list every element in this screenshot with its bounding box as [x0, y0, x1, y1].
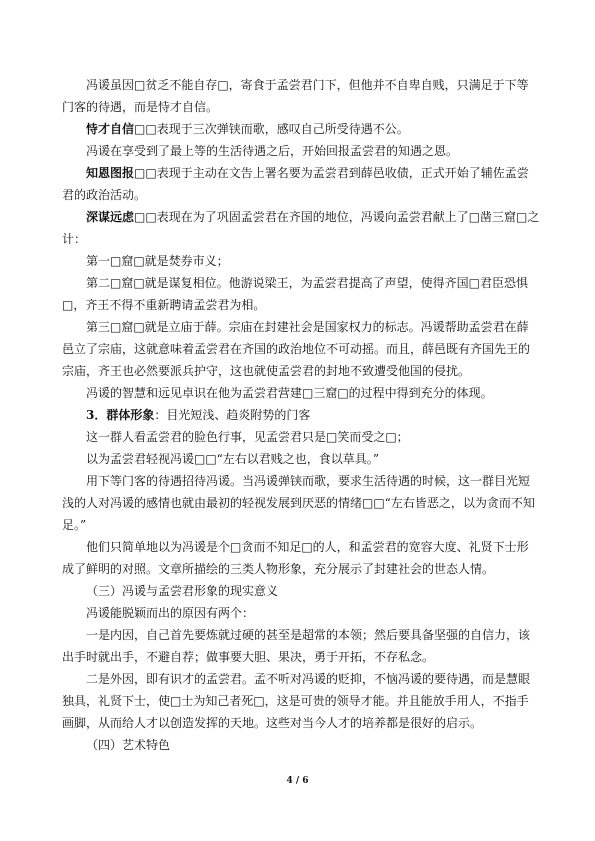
paragraph-text: 第一□窟□就是焚券市义；	[86, 254, 229, 268]
paragraph	[62, 668, 540, 734]
paragraph	[62, 426, 540, 448]
paragraph	[62, 382, 540, 404]
keyword: 3．群体形象	[86, 408, 155, 422]
paragraph	[62, 118, 540, 140]
paragraph	[62, 140, 540, 162]
paragraph-text: （三）冯谖与孟尝君形象的现实意义	[86, 584, 279, 598]
paragraph-text: 第二□窟□就是谋复相位。他游说梁王，为孟尝君提高了声望，使得齐国□君臣恐惧□，齐王不得不重新聘请孟尝君为相。	[62, 276, 529, 312]
paragraph	[62, 206, 540, 250]
paragraph	[62, 536, 540, 580]
paragraph-text: 冯谖虽因□贫乏不能自存□，寄食于孟尝君门下，但他并不自卑自贱，只满足于下等门客的待遇，而是恃才自信。	[62, 78, 529, 114]
section-heading	[62, 404, 540, 426]
keyword: 深谋远虑	[86, 210, 135, 224]
page-number: 4 / 6	[286, 776, 309, 786]
paragraph	[62, 316, 540, 382]
paragraph-text: 他们只简单地以为冯谖是个□贪而不知足□的人，和孟尝君的宽容大度、礼贤下士形成了鲜明的对照。文章所描绘的三类人物形象，充分展示了封建社会的世态人情。	[62, 540, 529, 576]
paragraph	[62, 162, 540, 206]
paragraph-text: 冯谖能脱颖而出的原因有两个：	[86, 606, 255, 620]
paragraph	[62, 602, 540, 624]
paragraph	[62, 74, 540, 118]
paragraph-text: 二是外因，即有识才的孟尝君。孟不听对冯谖的贬抑，不恼冯谖的要待遇，而是慧眼独具，礼贤下士，使□士为知己者死□，这是可贵的领导才能。并且能放手用人，不指手画脚，从而给人才以创造发挥的天地。这些对当今人才的培养都是很好的启示。	[62, 672, 531, 730]
paragraph-text: 一是内因，自己首先要炼就过硬的甚至是超常的本领；然后要具备坚强的自信力，该出手时就出手，不避自荐；做事要大胆、果决，勇于开拓，不存私念。	[62, 628, 531, 664]
section-heading	[62, 580, 540, 602]
paragraph	[62, 250, 540, 272]
paragraph-text: □□表现于主动在文告上署名要为孟尝君到薛邑收债，正式开始了辅佐孟尝君的政治活动。	[62, 166, 529, 202]
paragraph	[62, 448, 540, 470]
paragraph-text: 这一群人看孟尝君的脸色行事，见孟尝君只是□笑而受之□；	[86, 430, 409, 444]
document-body	[62, 74, 540, 756]
paragraph-text: 第三□窟□就是立庙于薛。宗庙在封建社会是国家权力的标志。冯谖帮助孟尝君在薛邑立了宗庙，这就意味着孟尝君在齐国的政治地位不可动摇。而且，薛邑既有齐国先王的宗庙，齐王也必然要派兵护守，这也就使孟尝君的封地不致遭受他国的侵扰。	[62, 320, 531, 378]
paragraph-text: 用下等门客的待遇招待冯谖。当冯谖弹铗而歌，要求生活待遇的时候，这一群目光短浅的人对冯谖的感情也就由最初的轻视发展到厌恶的情绪□□“左右皆恶之，以为贪而不知足。”	[62, 474, 535, 532]
paragraph-text: （四）艺术特色	[86, 738, 171, 752]
paragraph-text: 冯谖在享受到了最上等的生活待遇之后，开始回报孟尝君的知遇之恩。	[86, 144, 459, 158]
paragraph-text: □□表现于三次弹铗而歌，感叹自己所受待遇不公。	[134, 122, 409, 136]
keyword: 知恩图报	[86, 166, 135, 180]
paragraph-text: 冯谖的智慧和远见卓识在他为孟尝君营建□三窟□的过程中得到充分的体现。	[86, 386, 493, 400]
keyword: 恃才自信	[86, 122, 135, 136]
paragraph	[62, 624, 540, 668]
paragraph-text: ：目光短浅、趋炎附势的门客	[154, 408, 311, 422]
paragraph	[62, 470, 540, 536]
paragraph-text: 以为孟尝君轻视冯谖□□“左右以君贱之也，食以草具。”	[86, 452, 379, 466]
paragraph	[62, 272, 540, 316]
section-heading	[62, 734, 540, 756]
paragraph-text: □□表现在为了巩固孟尝君在齐国的地位，冯谖向孟尝君献上了□凿三窟□之计：	[62, 210, 540, 246]
